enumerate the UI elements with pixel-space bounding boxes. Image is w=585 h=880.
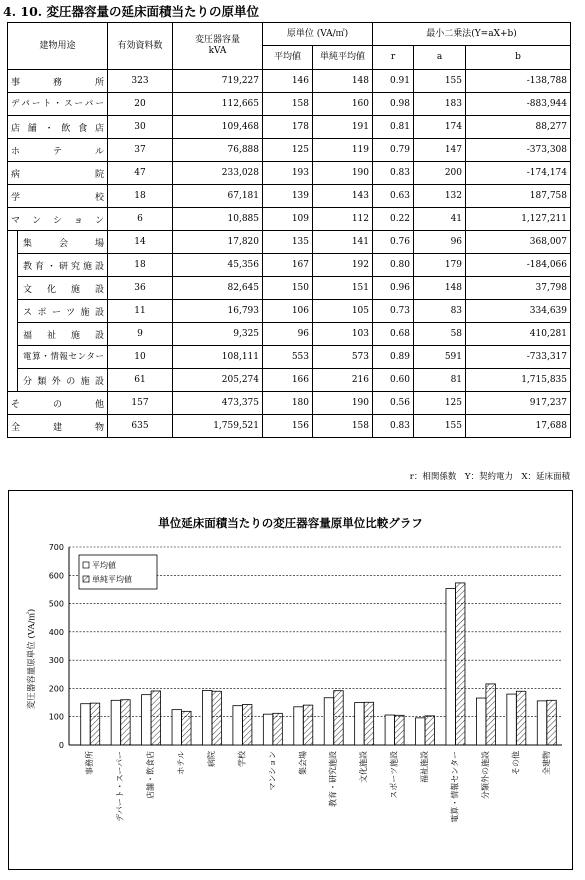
cell-r: 0.96 — [373, 277, 414, 300]
cell-b: 17,688 — [466, 415, 571, 438]
cell-count: 157 — [108, 392, 173, 415]
table-row — [8, 70, 571, 93]
cell-r: 0.83 — [373, 162, 414, 185]
cell-avg: 125 — [263, 139, 313, 162]
bar-simple-average — [182, 711, 192, 745]
bar-simple-average — [151, 691, 161, 745]
cell-count: 36 — [108, 277, 173, 300]
chart-frame — [8, 490, 573, 870]
building-use-cell: デパート・スーパー — [8, 93, 108, 116]
cell-a: 147 — [414, 139, 466, 162]
y-tick-label: 200 — [48, 684, 64, 694]
table-row — [8, 185, 571, 208]
x-tick-label: デパート・スーパー — [115, 751, 125, 822]
bar-simple-average — [242, 705, 252, 745]
legend-swatch — [83, 562, 89, 568]
cell-a: 96 — [414, 231, 466, 254]
header-capacity: 変圧器容量 kVA — [173, 23, 263, 70]
building-use-cell: スポーツ施設 — [18, 300, 108, 323]
table-row — [8, 323, 571, 346]
cell-b: 37,798 — [466, 277, 571, 300]
cell-avg: 180 — [263, 392, 313, 415]
cell-b: 88,277 — [466, 116, 571, 139]
cell-savg: 158 — [313, 415, 373, 438]
y-tick-label: 0 — [58, 741, 64, 750]
bar-simple-average — [516, 691, 526, 745]
cell-savg: 160 — [313, 93, 373, 116]
building-use-cell: 病 院 — [8, 162, 108, 185]
cell-r: 0.68 — [373, 323, 414, 346]
building-use-cell: 文 化 施 設 — [18, 277, 108, 300]
header-b: b — [466, 46, 571, 70]
x-tick-label: 文化施設 — [359, 751, 369, 783]
x-tick-label: 教育・研究施設 — [328, 751, 338, 807]
cell-kva: 16,793 — [173, 300, 263, 323]
cell-a: 41 — [414, 208, 466, 231]
bar-simple-average — [364, 702, 374, 745]
cell-savg: 190 — [313, 392, 373, 415]
cell-kva: 205,274 — [173, 369, 263, 392]
header-unit-group: 原単位 (VA/㎡) — [263, 23, 373, 46]
cell-count: 30 — [108, 116, 173, 139]
x-tick-label: その他 — [511, 751, 521, 775]
header-a: a — [414, 46, 466, 70]
bar-average — [81, 704, 91, 745]
building-use-cell: ホ テ ル — [8, 139, 108, 162]
building-use-cell: 集 会 場 — [18, 231, 108, 254]
table-row — [8, 392, 571, 415]
x-tick-label: 全建物 — [541, 751, 551, 775]
cell-r: 0.79 — [373, 139, 414, 162]
cell-r: 0.73 — [373, 300, 414, 323]
y-tick-label: 100 — [48, 712, 64, 722]
cell-a: 174 — [414, 116, 466, 139]
cell-r: 0.63 — [373, 185, 414, 208]
cell-b: -184,066 — [466, 254, 571, 277]
cell-avg: 96 — [263, 323, 313, 346]
bar-chart — [9, 491, 572, 869]
cell-b: 1,127,211 — [466, 208, 571, 231]
cell-count: 11 — [108, 300, 173, 323]
cell-a: 155 — [414, 70, 466, 93]
cell-r: 0.22 — [373, 208, 414, 231]
cell-savg: 151 — [313, 277, 373, 300]
cell-b: -883,944 — [466, 93, 571, 116]
table-row — [8, 139, 571, 162]
cell-avg: 146 — [263, 70, 313, 93]
cell-r: 0.76 — [373, 231, 414, 254]
table-row — [8, 300, 571, 323]
bar-average — [324, 698, 334, 745]
building-use-cell: 福 祉 施 設 — [18, 323, 108, 346]
cell-avg: 178 — [263, 116, 313, 139]
bar-average — [263, 714, 273, 745]
bar-simple-average — [425, 716, 435, 745]
bar-simple-average — [121, 700, 131, 745]
bar-average — [202, 690, 212, 745]
table-row — [8, 162, 571, 185]
bar-simple-average — [334, 691, 344, 745]
cell-avg: 135 — [263, 231, 313, 254]
cell-b: 410,281 — [466, 323, 571, 346]
bar-average — [294, 707, 304, 745]
cell-a: 125 — [414, 392, 466, 415]
cell-kva: 9,325 — [173, 323, 263, 346]
cell-kva: 17,820 — [173, 231, 263, 254]
cell-savg: 112 — [313, 208, 373, 231]
cell-kva: 112,665 — [173, 93, 263, 116]
cell-r: 0.80 — [373, 254, 414, 277]
cell-avg: 150 — [263, 277, 313, 300]
cell-kva: 233,028 — [173, 162, 263, 185]
x-tick-label: ホテル — [176, 751, 186, 775]
cell-r: 0.81 — [373, 116, 414, 139]
cell-kva: 719,227 — [173, 70, 263, 93]
legend-label: 単純平均値 — [92, 575, 132, 584]
cell-count: 61 — [108, 369, 173, 392]
cell-count: 18 — [108, 254, 173, 277]
cell-avg: 156 — [263, 415, 313, 438]
table-row — [8, 231, 571, 254]
bar-simple-average — [90, 703, 100, 745]
unit-table — [7, 22, 571, 438]
cell-avg: 158 — [263, 93, 313, 116]
cell-r: 0.89 — [373, 346, 414, 369]
y-tick-label: 400 — [48, 627, 64, 637]
header-lsq-group: 最小二乗法(Y=aX+b) — [373, 23, 571, 46]
x-tick-label: 病院 — [206, 751, 216, 767]
cell-savg: 192 — [313, 254, 373, 277]
building-use-cell: 電算・情報センター — [18, 346, 108, 369]
chart-y-axis-label: 変圧器容量原単位 (VA/㎡) — [27, 608, 37, 710]
y-tick-label: 300 — [48, 656, 64, 666]
bar-average — [416, 718, 426, 745]
bar-average — [233, 706, 243, 745]
chart-title: 単位延床面積当たりの変圧器容量原単位比較グラフ — [158, 516, 423, 530]
x-tick-label: 集会場 — [298, 751, 308, 775]
cell-a: 148 — [414, 277, 466, 300]
cell-kva: 82,645 — [173, 277, 263, 300]
bar-average — [142, 695, 152, 745]
x-tick-label: 店舗・飲食店 — [146, 751, 156, 799]
header-valid-count: 有効資料数 — [108, 23, 173, 70]
cell-b: -138,788 — [466, 70, 571, 93]
table-row — [8, 346, 571, 369]
cell-a: 179 — [414, 254, 466, 277]
legend-swatch — [83, 576, 89, 582]
x-tick-label: 事務所 — [85, 751, 95, 775]
bar-average — [446, 589, 456, 745]
table-note: r：相関係数 Y：契約電力 X：延床面積 — [409, 472, 570, 482]
cell-count: 14 — [108, 231, 173, 254]
cell-b: 187,758 — [466, 185, 571, 208]
cell-count: 635 — [108, 415, 173, 438]
bar-average — [476, 698, 486, 745]
cell-avg: 109 — [263, 208, 313, 231]
cell-r: 0.56 — [373, 392, 414, 415]
table-row — [8, 254, 571, 277]
cell-kva: 109,468 — [173, 116, 263, 139]
header-avg: 平均値 — [263, 46, 313, 70]
table-row — [8, 208, 571, 231]
cell-b: -733,317 — [466, 346, 571, 369]
cell-savg: 148 — [313, 70, 373, 93]
cell-count: 47 — [108, 162, 173, 185]
cell-savg: 105 — [313, 300, 373, 323]
cell-savg: 119 — [313, 139, 373, 162]
building-use-cell: 全 建 物 — [8, 415, 108, 438]
cell-b: 1,715,835 — [466, 369, 571, 392]
building-use-cell: 事 務 所 — [8, 70, 108, 93]
building-use-cell: 分類外の施設 — [18, 369, 108, 392]
bar-average — [355, 703, 365, 745]
building-use-cell: そ の 他 — [8, 392, 108, 415]
cell-avg: 553 — [263, 346, 313, 369]
cell-a: 155 — [414, 415, 466, 438]
group-indent-cell — [8, 231, 18, 392]
x-tick-label: 福祉施設 — [420, 751, 430, 783]
cell-b: 917,237 — [466, 392, 571, 415]
building-use-cell: 教育・研究施設 — [18, 254, 108, 277]
cell-a: 183 — [414, 93, 466, 116]
cell-a: 200 — [414, 162, 466, 185]
cell-b: 334,639 — [466, 300, 571, 323]
bar-simple-average — [395, 715, 405, 745]
bar-simple-average — [455, 583, 465, 745]
cell-savg: 573 — [313, 346, 373, 369]
cell-a: 81 — [414, 369, 466, 392]
y-tick-label: 700 — [48, 543, 64, 552]
cell-a: 58 — [414, 323, 466, 346]
cell-r: 0.60 — [373, 369, 414, 392]
cell-kva: 76,888 — [173, 139, 263, 162]
cell-a: 591 — [414, 346, 466, 369]
bar-simple-average — [303, 705, 313, 745]
cell-r: 0.91 — [373, 70, 414, 93]
building-use-cell: 学 校 — [8, 185, 108, 208]
cell-avg: 167 — [263, 254, 313, 277]
cell-savg: 141 — [313, 231, 373, 254]
page-title: 4. 10. 変圧器容量の延床面積当たりの原単位 — [3, 4, 260, 19]
cell-b: 368,007 — [466, 231, 571, 254]
cell-count: 323 — [108, 70, 173, 93]
legend-label: 平均値 — [92, 561, 116, 570]
header-simple-avg: 単純平均値 — [313, 46, 373, 70]
cell-savg: 216 — [313, 369, 373, 392]
cell-b: -174,174 — [466, 162, 571, 185]
bar-average — [111, 700, 121, 745]
bar-average — [385, 715, 395, 745]
cell-savg: 143 — [313, 185, 373, 208]
cell-a: 132 — [414, 185, 466, 208]
cell-b: -373,308 — [466, 139, 571, 162]
x-tick-label: マンション — [267, 751, 277, 791]
cell-count: 6 — [108, 208, 173, 231]
cell-kva: 45,356 — [173, 254, 263, 277]
cell-kva: 108,111 — [173, 346, 263, 369]
bar-average — [537, 701, 547, 745]
table-row — [8, 277, 571, 300]
cell-avg: 106 — [263, 300, 313, 323]
bar-simple-average — [486, 684, 496, 745]
bar-average — [172, 710, 182, 745]
header-r: r — [373, 46, 414, 70]
x-tick-label: 電算・情報センター — [450, 751, 460, 823]
cell-kva: 10,885 — [173, 208, 263, 231]
cell-avg: 193 — [263, 162, 313, 185]
table-row — [8, 93, 571, 116]
bar-simple-average — [547, 700, 557, 745]
cell-kva: 1,759,521 — [173, 415, 263, 438]
cell-savg: 190 — [313, 162, 373, 185]
cell-count: 18 — [108, 185, 173, 208]
cell-r: 0.98 — [373, 93, 414, 116]
cell-kva: 473,375 — [173, 392, 263, 415]
cell-avg: 139 — [263, 185, 313, 208]
x-tick-label: 学校 — [237, 751, 247, 767]
bar-simple-average — [273, 713, 283, 745]
table-row — [8, 415, 571, 438]
table-row — [8, 116, 571, 139]
building-use-cell: マンション — [8, 208, 108, 231]
cell-r: 0.83 — [373, 415, 414, 438]
bar-simple-average — [212, 691, 222, 745]
cell-a: 83 — [414, 300, 466, 323]
cell-count: 37 — [108, 139, 173, 162]
y-tick-label: 600 — [48, 571, 64, 581]
cell-count: 9 — [108, 323, 173, 346]
table-row — [8, 369, 571, 392]
x-tick-label: 分類外の施設 — [480, 751, 490, 799]
bar-average — [507, 694, 517, 745]
cell-savg: 103 — [313, 323, 373, 346]
cell-kva: 67,181 — [173, 185, 263, 208]
building-use-cell: 店舗・飲食店 — [8, 116, 108, 139]
cell-count: 10 — [108, 346, 173, 369]
header-building-use: 建物用途 — [8, 23, 108, 70]
cell-avg: 166 — [263, 369, 313, 392]
cell-savg: 191 — [313, 116, 373, 139]
x-tick-label: スポーツ施設 — [389, 751, 399, 799]
cell-count: 20 — [108, 93, 173, 116]
y-tick-label: 500 — [48, 599, 64, 609]
